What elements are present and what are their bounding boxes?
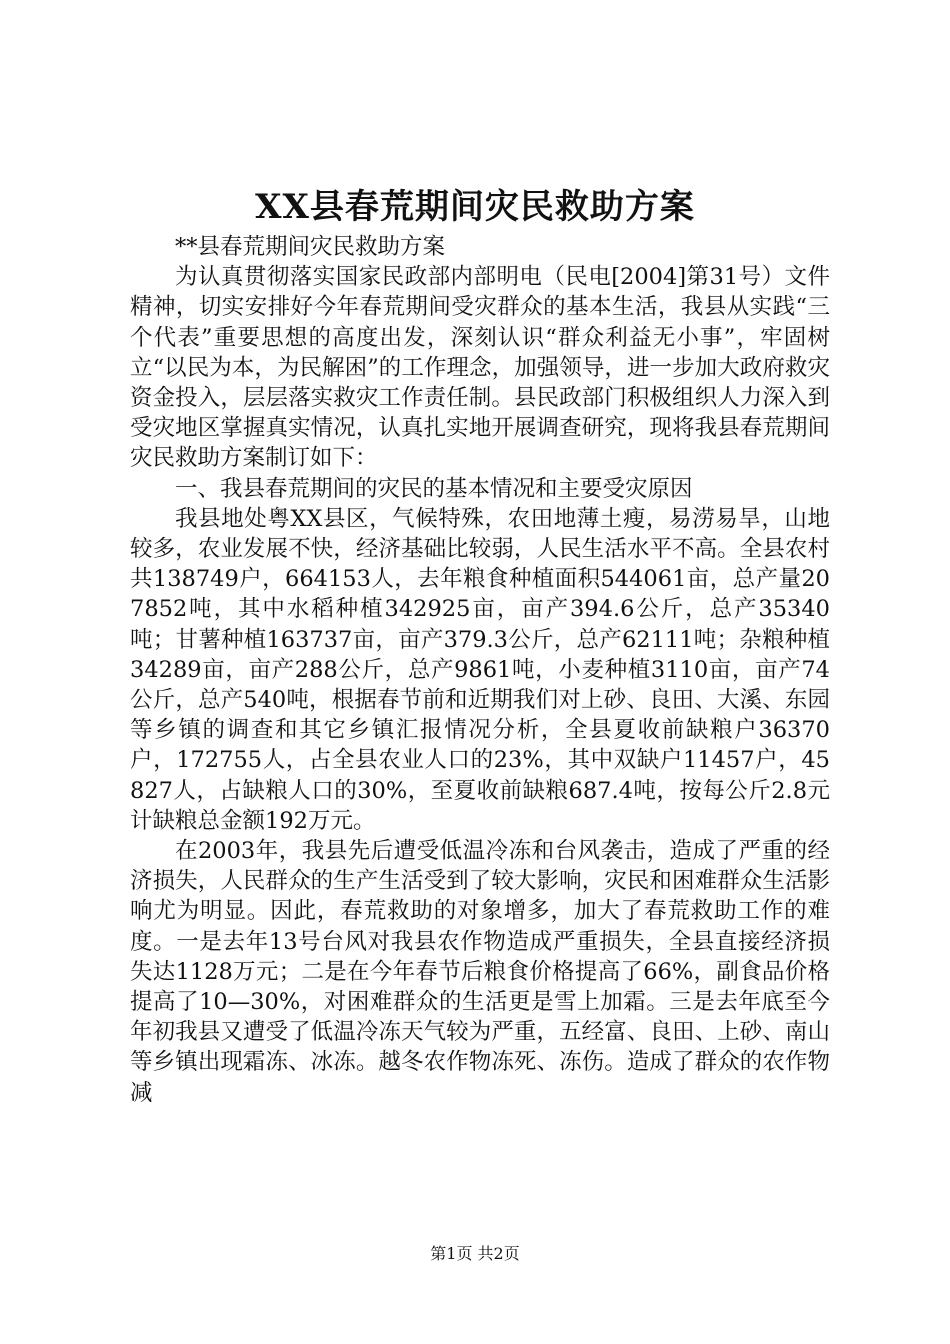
body-paragraph: 我县地处粤XX县区，气候特殊，农田地薄土瘦，易涝易旱，山地较多，农业发展不快，经济基础比较弱，人民生活水平不高。全县农村共138749户，664153人，去年粮食种植面积544061亩，总产量207852吨，其中水稻种植342925亩，亩产394.6公斤，总产35340吨；甘薯种植163737亩，亩产379.3公斤，总产62111吨；杂粮种植34289亩，亩产288公斤，总产9861吨，小麦种植3110亩，亩产74公斤，总产540吨，根据春节前和近期我们对上砂、良田、大溪、东园等乡镇的调查和其它乡镇汇报情况分析，全县夏收前缺粮户36370户，172755人，占全县农业人口的23%，其中双缺户11457户，45827人，占缺粮人口的30%，至夏收前缺粮687.4吨，按每公斤2.8元计缺粮总金额192万元。 bbox=[130, 505, 830, 834]
body-paragraph: 在2003年，我县先后遭受低温冷冻和台风袭击，造成了严重的经济损失，人民群众的生产生活受到了较大影响，灾民和困难群众生活影响尤为明显。因此，春荒救助的对象增多，加大了春荒救助工作的难度。一是去年13号台风对我县农作物造成严重损失，全县直接经济损失达1128万元；二是在今年春节后粮食价格提高了66%，副食品价格提高了10—30%，对困难群众的生活更是雪上加霜。三是去年底至今年初我县又遭受了低温冷冻天气较为严重，五经富、良田、上砂、南山等乡镇出现霜冻、冰冻。越冬农作物冻死、冻伤。造成了群众的农作物减 bbox=[130, 838, 830, 1106]
document-body bbox=[130, 232, 830, 1108]
document-title: XX县春荒期间灾民救助方案 bbox=[255, 187, 695, 227]
section-heading: 一、我县春荒期间的灾民的基本情况和主要受灾原因 bbox=[175, 475, 693, 502]
page-footer: 第1页 共2页 bbox=[430, 1244, 520, 1263]
intro-paragraph: 为认真贯彻落实国家民政部内部明电（民电[2004]第31号）文件精神，切实安排好今年春荒期间受灾群众的基本生活，我县从实践“三个代表”重要思想的高度出发，深刻认识“群众利益无小事”，牢固树立“以民为本，为民解困”的工作理念，加强领导，进一步加大政府救灾资金投入，层层落实救灾工作责任制。县民政部门积极组织人力深入到受灾地区掌握真实情况，认真扎实地开展调查研究，现将我县春荒期间灾民救助方案制订如下： bbox=[130, 264, 830, 472]
subtitle-paragraph: **县春荒期间灾民救助方案 bbox=[175, 234, 446, 260]
